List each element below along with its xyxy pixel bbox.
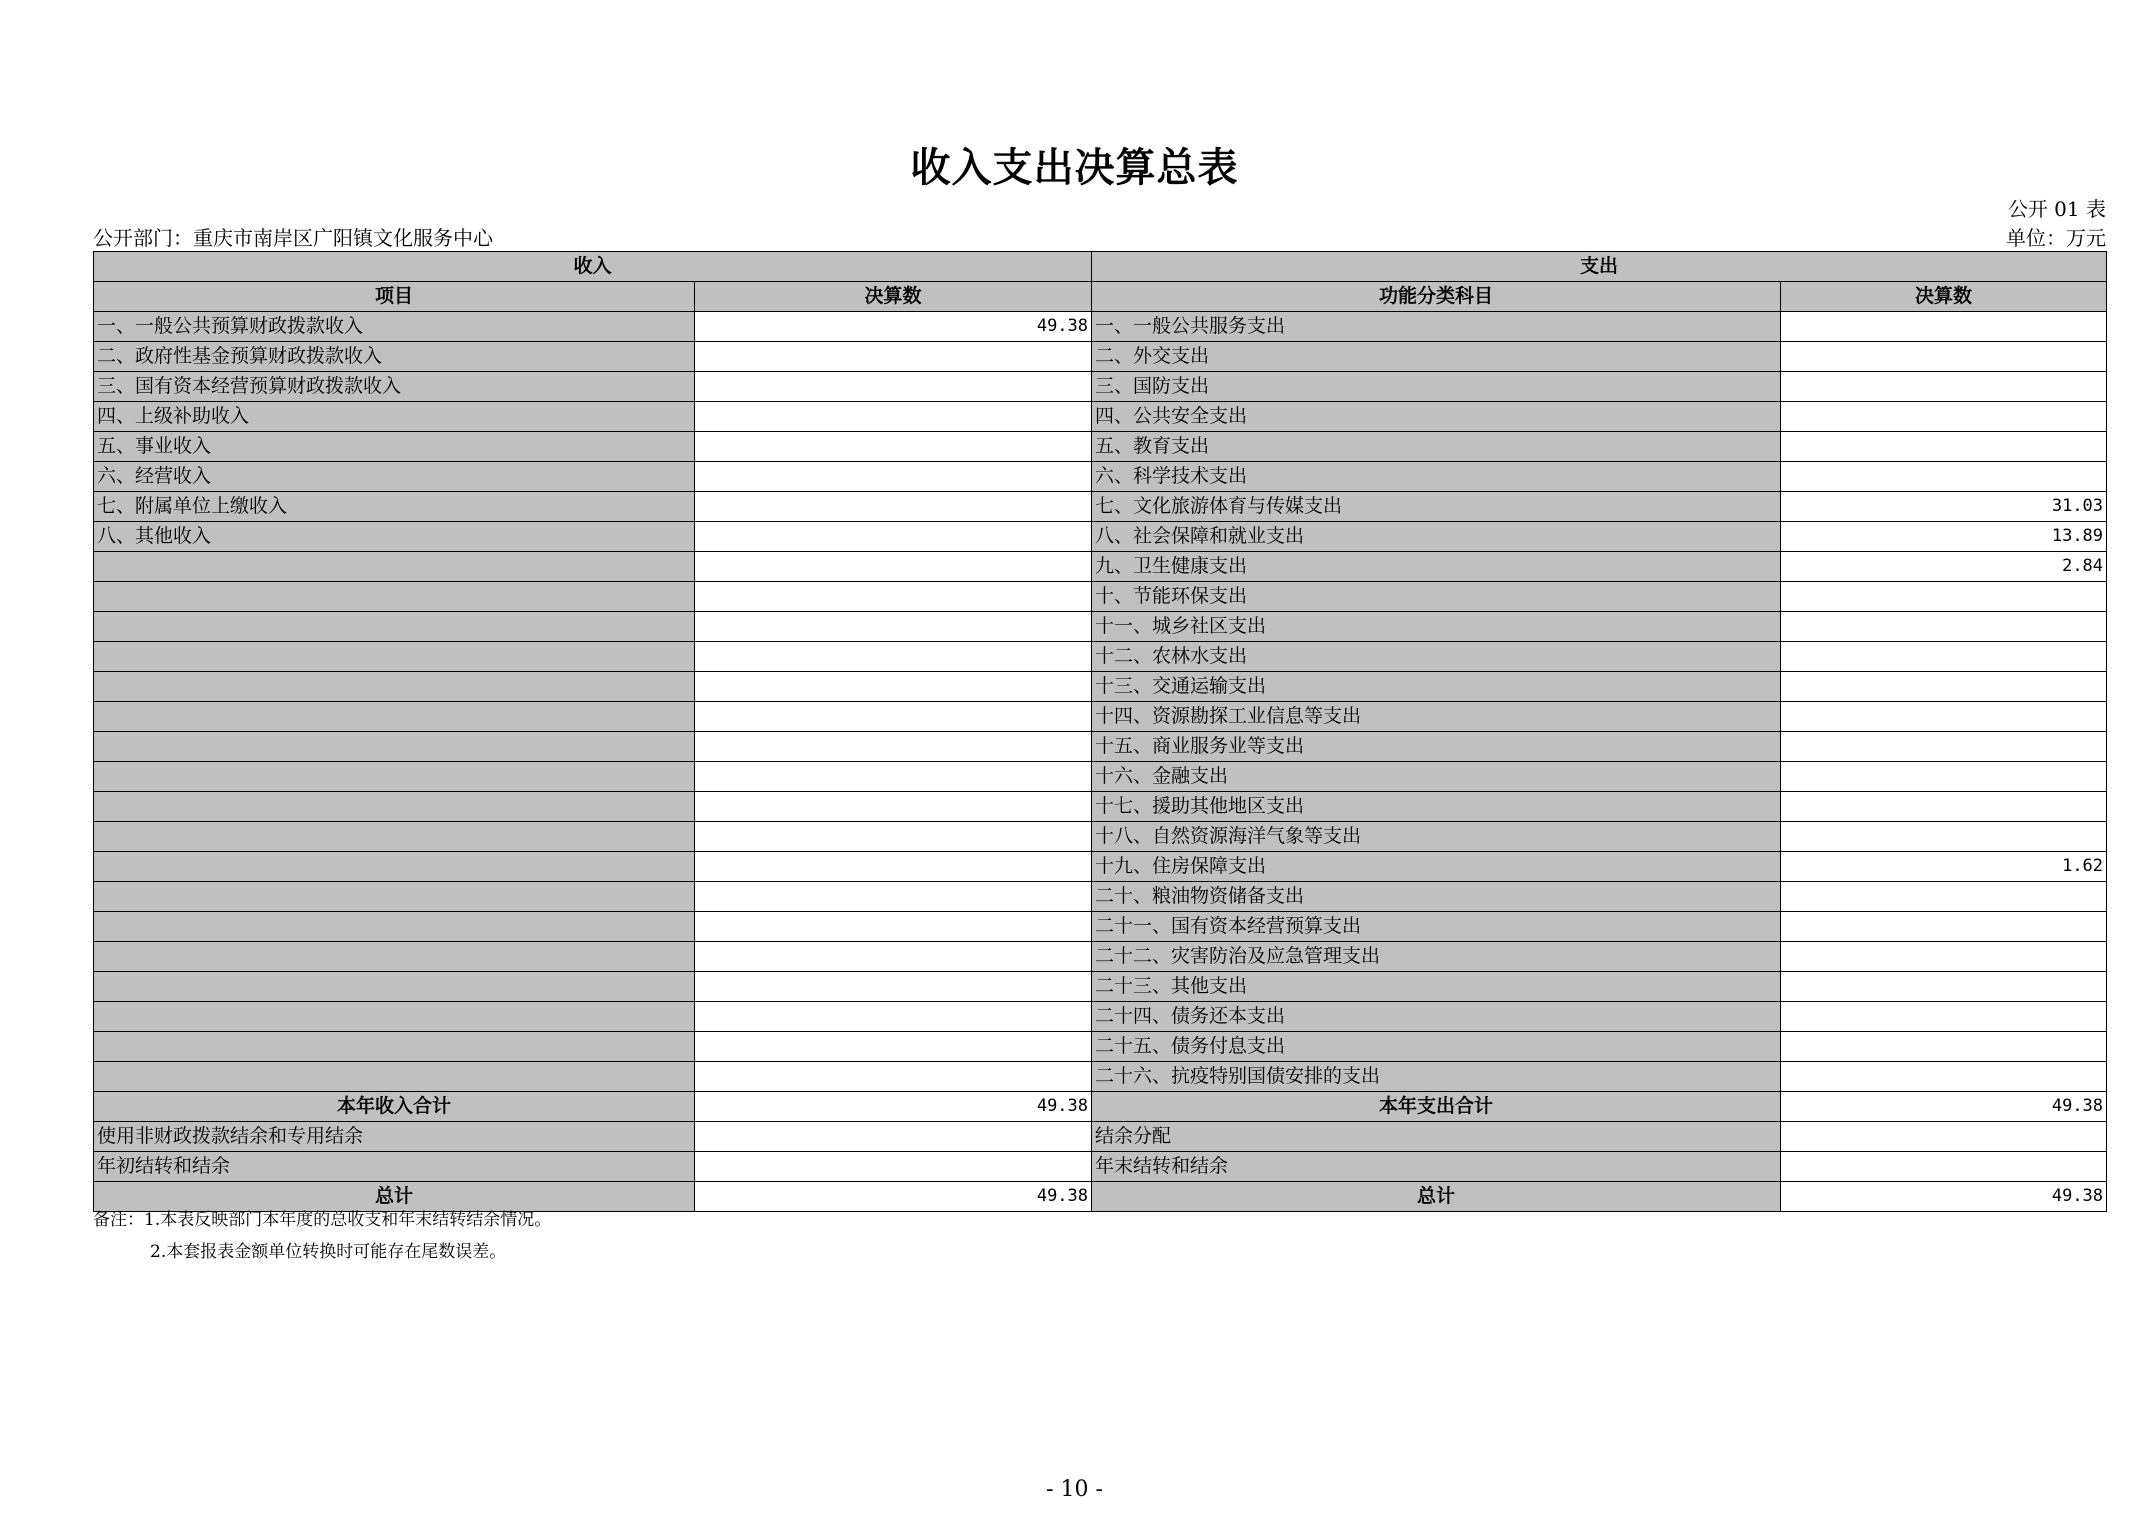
table-row <box>94 522 2107 552</box>
expense-amount <box>1781 762 2107 792</box>
expense-amount: 13.89 <box>1781 522 2107 552</box>
income-amount <box>695 1062 1092 1092</box>
nonfiscal-value <box>695 1122 1092 1152</box>
expense-item: 五、教育支出 <box>1092 432 1781 462</box>
income-amount <box>695 492 1092 522</box>
income-item <box>94 642 695 672</box>
income-amount <box>695 732 1092 762</box>
col-header-expense-amount: 决算数 <box>1781 282 2107 312</box>
income-item <box>94 612 695 642</box>
col-header-function: 功能分类科目 <box>1092 282 1781 312</box>
table-row <box>94 972 2107 1002</box>
expense-amount: 2.84 <box>1781 552 2107 582</box>
income-item: 一、一般公共预算财政拨款收入 <box>94 312 695 342</box>
income-amount <box>695 972 1092 1002</box>
expense-amount <box>1781 342 2107 372</box>
expense-amount <box>1781 672 2107 702</box>
income-amount <box>695 852 1092 882</box>
table-row <box>94 762 2107 792</box>
expense-item: 二十二、灾害防治及应急管理支出 <box>1092 942 1781 972</box>
year-income-total-value: 49.38 <box>695 1092 1092 1122</box>
income-amount <box>695 672 1092 702</box>
income-amount <box>695 792 1092 822</box>
table-row <box>94 732 2107 762</box>
income-amount <box>695 702 1092 732</box>
table-row <box>94 462 2107 492</box>
expense-amount <box>1781 792 2107 822</box>
income-item: 三、国有资本经营预算财政拨款收入 <box>94 372 695 402</box>
year-income-total-label: 本年收入合计 <box>94 1092 695 1122</box>
expense-amount <box>1781 882 2107 912</box>
expense-item: 十二、农林水支出 <box>1092 642 1781 672</box>
income-amount <box>695 912 1092 942</box>
expense-item: 二十四、债务还本支出 <box>1092 1002 1781 1032</box>
income-item: 五、事业收入 <box>94 432 695 462</box>
income-amount <box>695 1002 1092 1032</box>
expense-amount <box>1781 432 2107 462</box>
expense-amount <box>1781 972 2107 1002</box>
income-amount <box>695 432 1092 462</box>
income-item: 七、附属单位上缴收入 <box>94 492 695 522</box>
income-amount: 49.38 <box>695 312 1092 342</box>
income-amount <box>695 582 1092 612</box>
begin-carryover-label: 年初结转和结余 <box>94 1152 695 1182</box>
income-item <box>94 552 695 582</box>
income-item: 四、上级补助收入 <box>94 402 695 432</box>
expense-amount <box>1781 612 2107 642</box>
grand-expense-value: 49.38 <box>1781 1182 2107 1212</box>
table-row <box>94 432 2107 462</box>
expense-item: 十三、交通运输支出 <box>1092 672 1781 702</box>
page-title: 收入支出决算总表 <box>910 145 1239 191</box>
table-row <box>94 552 2107 582</box>
income-amount <box>695 462 1092 492</box>
expense-item: 四、公共安全支出 <box>1092 402 1781 432</box>
expense-amount <box>1781 642 2107 672</box>
expense-amount <box>1781 1062 2107 1092</box>
income-item <box>94 1002 695 1032</box>
expense-amount <box>1781 312 2107 342</box>
expense-amount <box>1781 912 2107 942</box>
expense-item: 十一、城乡社区支出 <box>1092 612 1781 642</box>
form-number: 公开 01 表 <box>2007 197 2106 221</box>
expense-item: 十四、资源勘探工业信息等支出 <box>1092 702 1781 732</box>
expense-amount <box>1781 1032 2107 1062</box>
surplus-distribution-value <box>1781 1122 2107 1152</box>
year-total-row <box>94 1092 2107 1122</box>
nonfiscal-row <box>94 1122 2107 1152</box>
income-item <box>94 672 695 702</box>
income-section-header: 收入 <box>94 252 1092 282</box>
income-amount <box>695 882 1092 912</box>
table-row <box>94 582 2107 612</box>
income-item <box>94 1062 695 1092</box>
expense-item: 二十、粮油物资储备支出 <box>1092 882 1781 912</box>
expense-amount <box>1781 372 2107 402</box>
end-carryover-label: 年末结转和结余 <box>1092 1152 1781 1182</box>
nonfiscal-label: 使用非财政拨款结余和专用结余 <box>94 1122 695 1152</box>
begin-carryover-value <box>695 1152 1092 1182</box>
expense-section-header: 支出 <box>1092 252 2107 282</box>
carryover-row <box>94 1152 2107 1182</box>
income-item <box>94 582 695 612</box>
income-amount <box>695 372 1092 402</box>
income-amount <box>695 1032 1092 1062</box>
expense-item: 三、国防支出 <box>1092 372 1781 402</box>
income-amount <box>695 822 1092 852</box>
grand-income-value: 49.38 <box>695 1182 1092 1212</box>
surplus-distribution-label: 结余分配 <box>1092 1122 1781 1152</box>
note-2: 2.本套报表金额单位转换时可能存在尾数误差。 <box>150 1242 507 1262</box>
expense-amount <box>1781 462 2107 492</box>
note-1: 备注：1.本表反映部门本年度的总收支和年末结转结余情况。 <box>93 1210 552 1230</box>
section-header-row <box>94 252 2107 282</box>
table-row <box>94 912 2107 942</box>
income-item <box>94 762 695 792</box>
income-amount <box>695 552 1092 582</box>
expense-item: 十五、商业服务业等支出 <box>1092 732 1781 762</box>
table-row <box>94 372 2107 402</box>
year-expense-total-label: 本年支出合计 <box>1092 1092 1781 1122</box>
income-item: 六、经营收入 <box>94 462 695 492</box>
income-item <box>94 1032 695 1062</box>
expense-item: 六、科学技术支出 <box>1092 462 1781 492</box>
expense-item: 二、外交支出 <box>1092 342 1781 372</box>
expense-item: 十、节能环保支出 <box>1092 582 1781 612</box>
table-row <box>94 402 2107 432</box>
income-item: 八、其他收入 <box>94 522 695 552</box>
col-header-income-amount: 决算数 <box>695 282 1092 312</box>
table-row <box>94 672 2107 702</box>
table-row <box>94 612 2107 642</box>
income-item <box>94 972 695 1002</box>
table-row <box>94 642 2107 672</box>
expense-item: 十六、金融支出 <box>1092 762 1781 792</box>
income-amount <box>695 402 1092 432</box>
table-row <box>94 822 2107 852</box>
expense-item: 十八、自然资源海洋气象等支出 <box>1092 822 1781 852</box>
table-row <box>94 792 2107 822</box>
income-item <box>94 702 695 732</box>
expense-item: 七、文化旅游体育与传媒支出 <box>1092 492 1781 522</box>
expense-item: 二十三、其他支出 <box>1092 972 1781 1002</box>
income-item: 二、政府性基金预算财政拨款收入 <box>94 342 695 372</box>
table-row <box>94 882 2107 912</box>
income-item <box>94 912 695 942</box>
income-amount <box>695 642 1092 672</box>
expense-item: 一、一般公共服务支出 <box>1092 312 1781 342</box>
expense-amount: 1.62 <box>1781 852 2107 882</box>
table-row <box>94 312 2107 342</box>
expense-amount <box>1781 942 2107 972</box>
end-carryover-value <box>1781 1152 2107 1182</box>
expense-amount <box>1781 402 2107 432</box>
income-item <box>94 732 695 762</box>
expense-item: 八、社会保障和就业支出 <box>1092 522 1781 552</box>
grand-expense-label: 总计 <box>1092 1182 1781 1212</box>
income-amount <box>695 342 1092 372</box>
income-item <box>94 852 695 882</box>
income-item <box>94 942 695 972</box>
grand-income-label: 总计 <box>94 1182 695 1212</box>
expense-item: 二十五、债务付息支出 <box>1092 1032 1781 1062</box>
income-item <box>94 822 695 852</box>
table-row <box>94 342 2107 372</box>
income-expense-table <box>93 251 2107 1212</box>
expense-amount <box>1781 702 2107 732</box>
expense-item: 十九、住房保障支出 <box>1092 852 1781 882</box>
income-item <box>94 882 695 912</box>
income-amount <box>695 522 1092 552</box>
table-row <box>94 1002 2107 1032</box>
income-item <box>94 792 695 822</box>
expense-amount <box>1781 822 2107 852</box>
page-number: - 10 - <box>1046 1477 1103 1502</box>
unit-label: 单位：万元 <box>2006 226 2106 250</box>
income-amount <box>695 612 1092 642</box>
department-label: 公开部门：重庆市南岸区广阳镇文化服务中心 <box>93 226 493 250</box>
expense-amount: 31.03 <box>1781 492 2107 522</box>
table-row <box>94 942 2107 972</box>
expense-item: 二十一、国有资本经营预算支出 <box>1092 912 1781 942</box>
column-header-row <box>94 282 2107 312</box>
table-row <box>94 702 2107 732</box>
expense-item: 九、卫生健康支出 <box>1092 552 1781 582</box>
expense-amount <box>1781 1002 2107 1032</box>
year-expense-total-value: 49.38 <box>1781 1092 2107 1122</box>
income-amount <box>695 762 1092 792</box>
income-amount <box>695 942 1092 972</box>
table-row <box>94 1032 2107 1062</box>
expense-item: 十七、援助其他地区支出 <box>1092 792 1781 822</box>
table-row <box>94 492 2107 522</box>
expense-item: 二十六、抗疫特别国债安排的支出 <box>1092 1062 1781 1092</box>
table-row <box>94 1062 2107 1092</box>
table-row <box>94 852 2107 882</box>
expense-amount <box>1781 732 2107 762</box>
expense-amount <box>1781 582 2107 612</box>
col-header-item: 项目 <box>94 282 695 312</box>
